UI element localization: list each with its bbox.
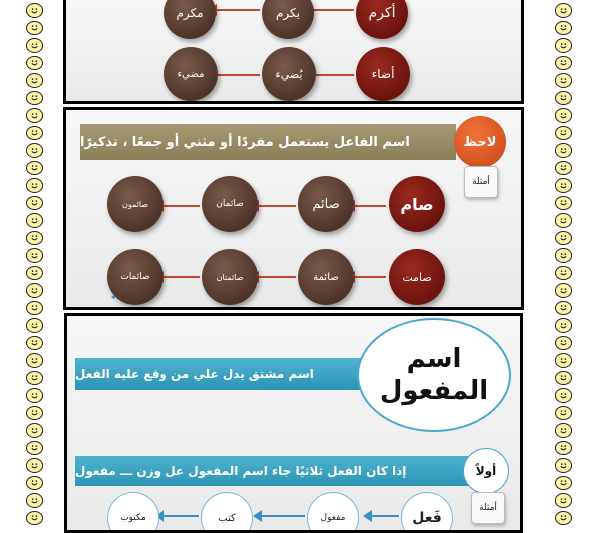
- word-circle: مضيء: [164, 47, 218, 101]
- smiley-circle-icon: [26, 371, 43, 385]
- right-decorative-border: [552, 0, 574, 525]
- slide-active-participle-forms: [63, 107, 524, 310]
- smiley-circle-icon: [26, 56, 43, 70]
- rule-banner: اسم الفاعل يستعمل مفردًا أو مثني أو جمعًا ، تذكيرًا: [80, 124, 456, 160]
- word-circle: يُضيء: [262, 47, 316, 101]
- smiley-circle-icon: [26, 3, 43, 17]
- mouse-cursor-icon: ✦: [110, 293, 117, 302]
- smiley-circle-icon: [26, 301, 43, 315]
- slide-active-participle-examples: [63, 0, 524, 104]
- arrow: [354, 205, 386, 207]
- smiley-circle-icon: [26, 38, 43, 52]
- smiley-circle-icon: [555, 248, 572, 262]
- title-oval: [357, 318, 511, 432]
- smiley-circle-icon: [555, 493, 572, 507]
- arrow: [258, 205, 296, 207]
- smiley-circle-icon: [555, 301, 572, 315]
- smiley-circle-icon: [555, 73, 572, 87]
- arrow: [163, 276, 200, 278]
- smiley-circle-icon: [555, 423, 572, 437]
- smiley-circle-icon: [555, 161, 572, 175]
- word-circle: مكتوب: [107, 492, 159, 533]
- smiley-circle-icon: [555, 388, 572, 402]
- word-circle: فَعل: [401, 492, 453, 533]
- smiley-circle-icon: [26, 248, 43, 262]
- note-circle: لاحظ: [454, 116, 506, 168]
- word-circle: مكرم: [164, 0, 216, 39]
- word-circle: صائمون: [107, 176, 163, 232]
- smiley-circle-icon: [555, 213, 572, 227]
- arrow: [258, 276, 296, 278]
- smiley-circle-icon: [555, 126, 572, 140]
- smiley-circle-icon: [26, 458, 43, 472]
- smiley-circle-icon: [26, 511, 43, 525]
- smiley-circle-icon: [26, 126, 43, 140]
- smiley-circle-icon: [26, 266, 43, 280]
- smiley-circle-icon: [555, 266, 572, 280]
- word-circle: صامت: [389, 249, 445, 305]
- smiley-circle-icon: [555, 143, 572, 157]
- smiley-circle-icon: [555, 283, 572, 297]
- word-circle: صام: [389, 176, 445, 232]
- smiley-circle-icon: [555, 406, 572, 420]
- smiley-circle-icon: [555, 458, 572, 472]
- word-circle: صائم: [298, 176, 354, 232]
- smiley-circle-icon: [26, 476, 43, 490]
- smiley-circle-icon: [555, 318, 572, 332]
- smiley-circle-icon: [26, 196, 43, 210]
- arrow: [163, 205, 200, 207]
- smiley-circle-icon: [555, 441, 572, 455]
- word-circle: صائمة: [298, 249, 354, 305]
- title-line-1: اسم: [406, 343, 462, 374]
- smiley-circle-icon: [555, 108, 572, 122]
- smiley-circle-icon: [26, 336, 43, 350]
- smiley-circle-icon: [555, 476, 572, 490]
- smiley-circle-icon: [555, 178, 572, 192]
- smiley-circle-icon: [555, 231, 572, 245]
- arrow: [371, 515, 399, 517]
- arrow: [354, 276, 386, 278]
- rule-banner: إذا كان الفعل ثلاثيًا جاء اسم المفعول عل وزن ـــ مفعول: [75, 456, 473, 486]
- smiley-circle-icon: [555, 3, 572, 17]
- examples-tag: أمثلة: [471, 492, 505, 524]
- smiley-circle-icon: [26, 423, 43, 437]
- slide-passive-participle: [64, 313, 523, 533]
- examples-tag: أمثلة: [464, 166, 498, 198]
- smiley-circle-icon: [26, 493, 43, 507]
- smiley-circle-icon: [555, 196, 572, 210]
- smiley-circle-icon: [26, 73, 43, 87]
- smiley-circle-icon: [26, 161, 43, 175]
- smiley-circle-icon: [26, 283, 43, 297]
- first-label-circle: أولاً: [463, 448, 509, 494]
- word-circle: أكرم: [356, 0, 408, 39]
- smiley-circle-icon: [26, 231, 43, 245]
- smiley-circle-icon: [26, 143, 43, 157]
- smiley-circle-icon: [26, 406, 43, 420]
- title-line-2: المفعول: [379, 376, 489, 406]
- smiley-circle-icon: [555, 353, 572, 367]
- smiley-circle-icon: [555, 91, 572, 105]
- smiley-circle-icon: [26, 388, 43, 402]
- word-circle: صائمان: [202, 176, 258, 232]
- arrow: [216, 9, 260, 11]
- smiley-circle-icon: [26, 318, 43, 332]
- smiley-circle-icon: [26, 441, 43, 455]
- arrow: [261, 515, 305, 517]
- smiley-circle-icon: [26, 353, 43, 367]
- word-circle: صائمات: [107, 249, 163, 305]
- smiley-circle-icon: [555, 511, 572, 525]
- smiley-circle-icon: [555, 336, 572, 350]
- smiley-circle-icon: [26, 108, 43, 122]
- word-circle: كتب: [201, 492, 253, 533]
- smiley-circle-icon: [26, 91, 43, 105]
- word-circle: يكرم: [262, 0, 314, 39]
- definition-banner: اسم مشتق يدل علي من وقع عليه الفعل: [75, 358, 405, 390]
- smiley-circle-icon: [26, 21, 43, 35]
- arrow: [163, 515, 199, 517]
- smiley-circle-icon: [26, 178, 43, 192]
- smiley-circle-icon: [26, 213, 43, 227]
- word-circle: أضاء: [356, 47, 410, 101]
- left-decorative-border: [23, 0, 45, 525]
- smiley-circle-icon: [555, 21, 572, 35]
- smiley-circle-icon: [555, 38, 572, 52]
- arrow: [216, 74, 260, 76]
- word-circle: مفعول: [307, 492, 359, 533]
- word-circle: صائمتان: [202, 249, 258, 305]
- smiley-circle-icon: [555, 371, 572, 385]
- smiley-circle-icon: [555, 56, 572, 70]
